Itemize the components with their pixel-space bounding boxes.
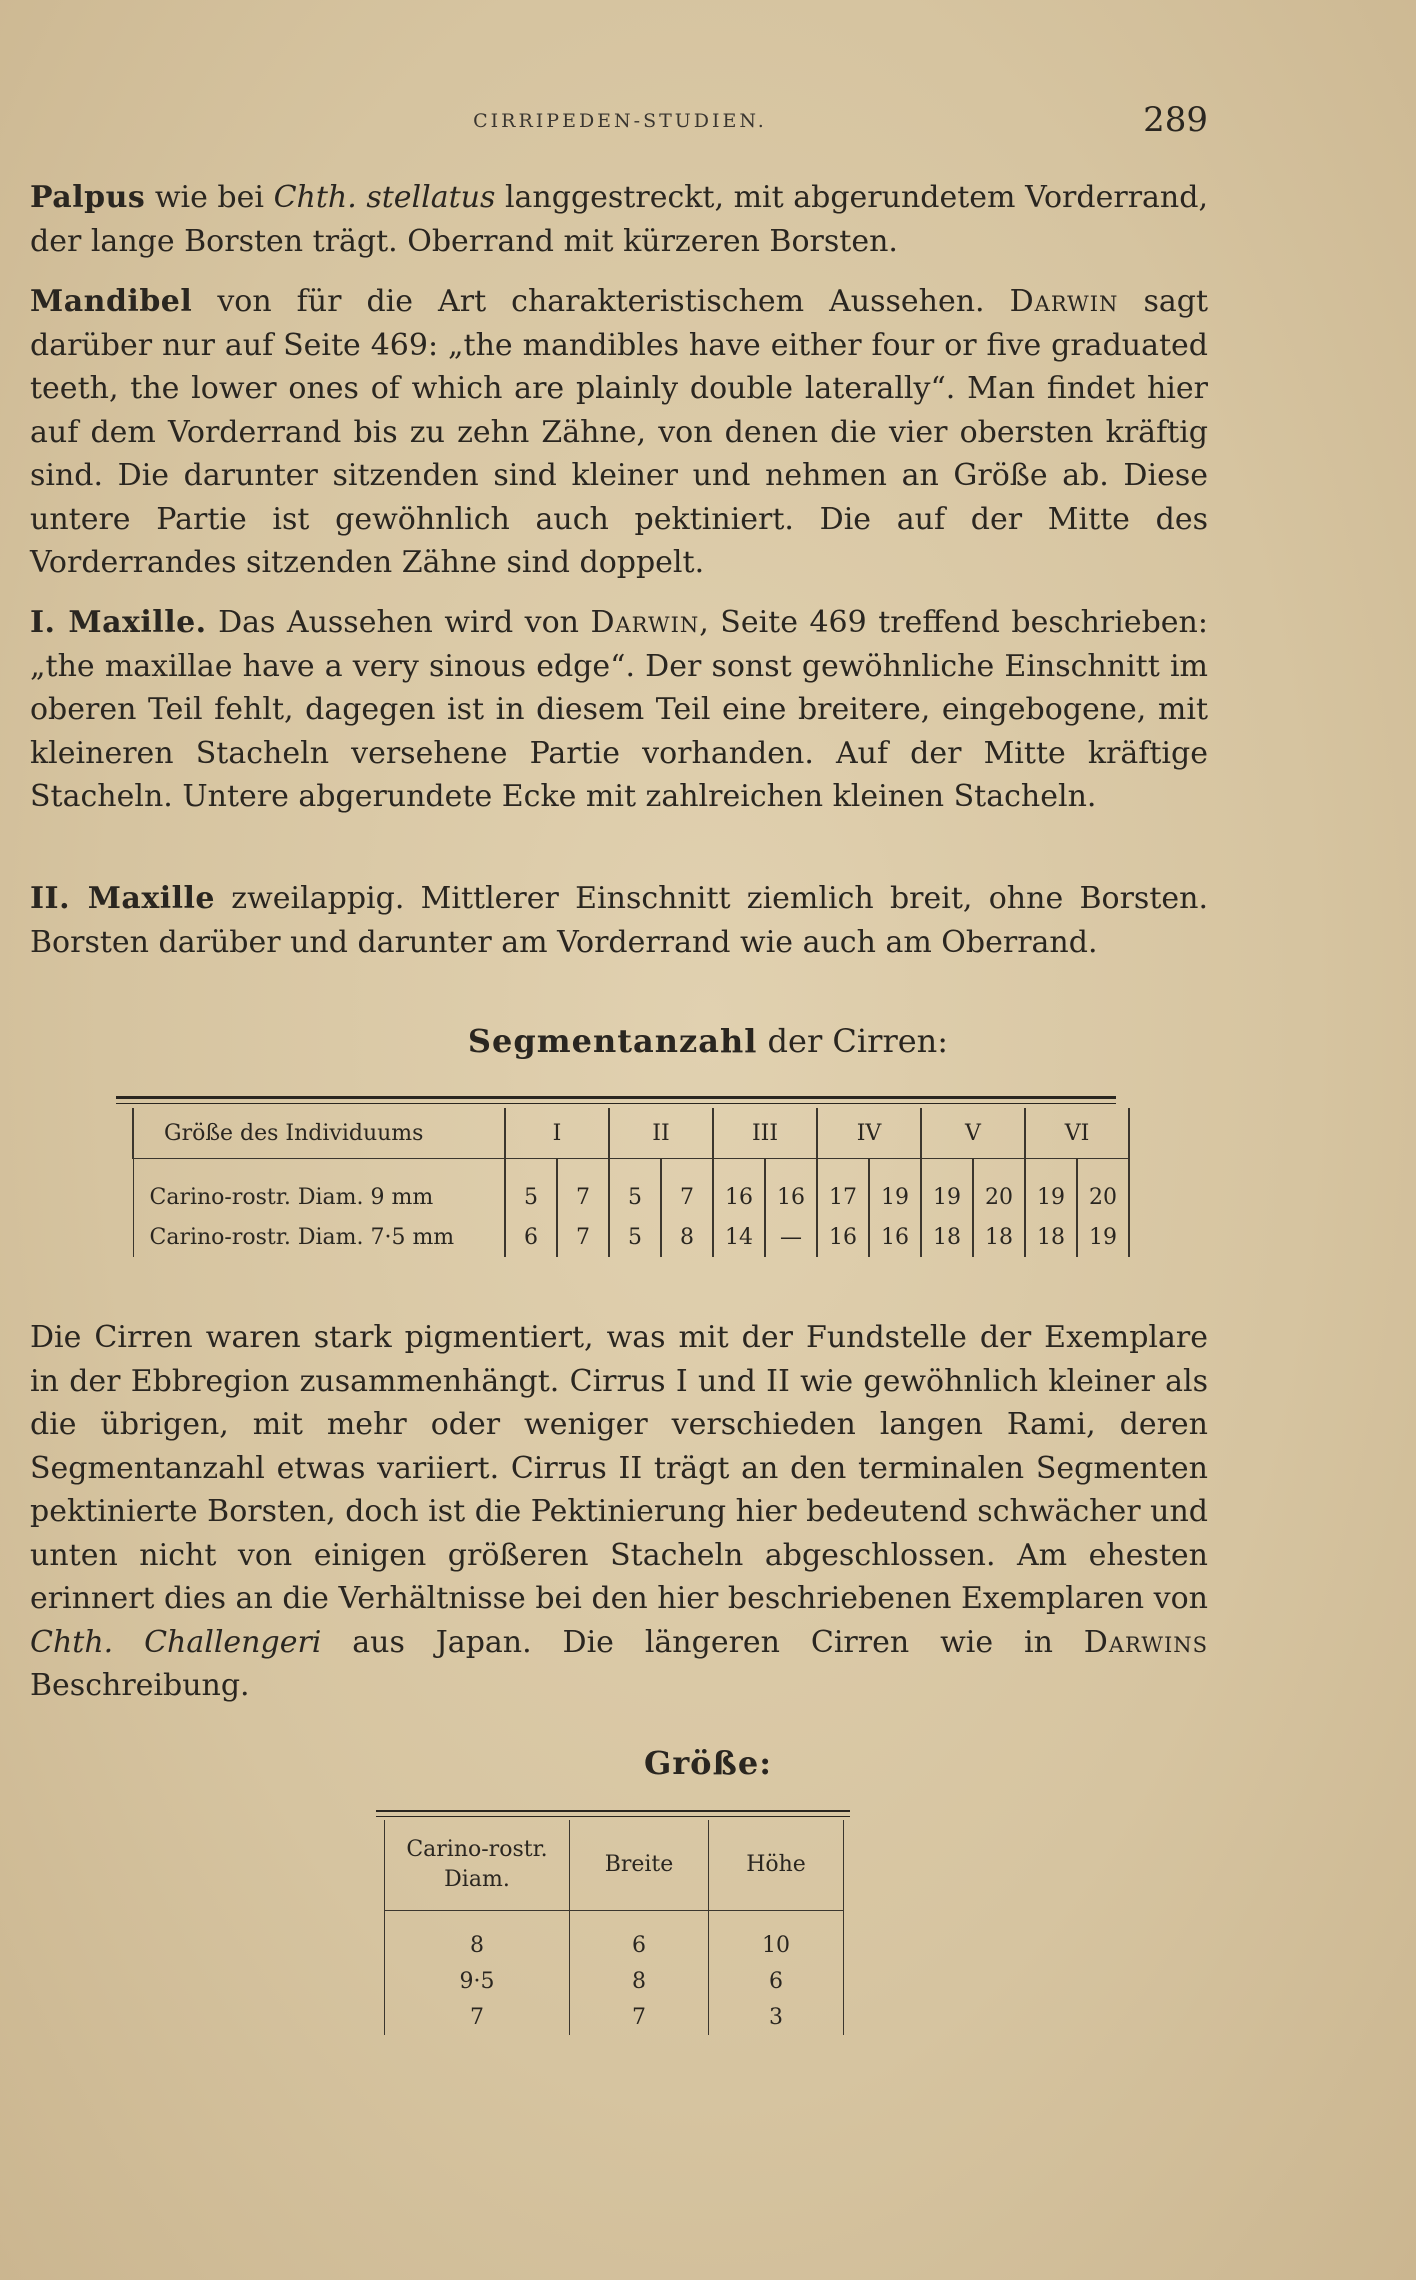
table-cell: 16 bbox=[713, 1177, 765, 1217]
column-header: Höhe bbox=[709, 1820, 844, 1911]
column-header: Größe des Individuums bbox=[133, 1108, 505, 1159]
table-cell: 16 bbox=[869, 1217, 921, 1257]
table-cell: 5 bbox=[505, 1177, 557, 1217]
paragraph-palpus bbox=[30, 176, 1208, 263]
paragraph-text: wie bei bbox=[145, 180, 274, 215]
paragraph-cirren bbox=[30, 1316, 1208, 1708]
table-cell: 18 bbox=[921, 1217, 973, 1257]
author-name: Darwin bbox=[590, 605, 700, 640]
paragraph-text: aus Japan. Die längeren Cirren wie in bbox=[321, 1624, 1084, 1660]
column-header: Carino-rostr. Diam. bbox=[385, 1820, 570, 1911]
paragraph-text: sagt darüber nur auf Seite 469: „the mandibles have either four or five graduated teeth, the lower ones of which are plainly double laterally“. Man findet hier auf dem Vorderrand bis zu zehn Zähne, von denen die vier obersten kräftig sind. Die darunter sitzenden sind kleiner und nehmen an Größe ab. Diese untere Partie ist gewöhnlich auch pektiniert. Die auf der Mitte des Vorderrandes sitzenden Zähne sind doppelt. bbox=[30, 284, 1209, 580]
paragraph-lead: Mandibel bbox=[30, 284, 193, 319]
table-cell: 7 bbox=[661, 1177, 713, 1217]
table-cell: 5 bbox=[609, 1217, 661, 1257]
table-cell: 9·5 bbox=[385, 1963, 570, 1999]
column-header: VI bbox=[1025, 1108, 1129, 1159]
table-cell: 10 bbox=[709, 1927, 844, 1963]
segment-heading bbox=[0, 1022, 1416, 1060]
table-cell: 6 bbox=[505, 1217, 557, 1257]
page-number: 289 bbox=[1143, 100, 1208, 140]
paragraph-text: , Seite 469 treffend beschrieben: „the maxillae have a very sinous edge“. Der sonst gewöhnliche Einschnitt im oberen Teil fehlt, dagegen ist in diesem Teil eine breitere, eingebogene, mit kleineren Stacheln versehene Partie vorhanden. Auf der Mitte kräftige Stacheln. Untere abgerundete Ecke mit zahlreichen kleinen Stacheln. bbox=[30, 605, 1208, 814]
size-table bbox=[384, 1820, 844, 2035]
table-cell: — bbox=[765, 1217, 817, 1257]
author-name: Darwins bbox=[1083, 1624, 1209, 1660]
column-header: IV bbox=[817, 1108, 921, 1159]
table-cell: 20 bbox=[973, 1177, 1025, 1217]
segment-table bbox=[132, 1108, 1130, 1257]
paragraph-maxille-2 bbox=[30, 877, 1208, 964]
paragraph-lead: II. Maxille bbox=[30, 881, 216, 916]
table-spacer bbox=[133, 1159, 1129, 1178]
table-cell: 7 bbox=[570, 1999, 709, 2035]
table-cell: 7 bbox=[385, 1999, 570, 2035]
table-cell: 7 bbox=[557, 1217, 609, 1257]
paragraph-lead: Palpus bbox=[30, 180, 146, 215]
table-cell: 6 bbox=[709, 1963, 844, 1999]
table-cell: 19 bbox=[1077, 1217, 1129, 1257]
table-cell: 18 bbox=[1025, 1217, 1077, 1257]
table-row bbox=[385, 1999, 844, 2035]
table-rule bbox=[376, 1810, 850, 1812]
table-cell: 19 bbox=[869, 1177, 921, 1217]
paragraph-lead: I. Maxille. bbox=[30, 605, 207, 640]
column-header: V bbox=[921, 1108, 1025, 1159]
heading-bold: Größe: bbox=[643, 1744, 772, 1782]
species-name: Chth. Challengeri bbox=[30, 1624, 322, 1660]
paragraph-maxille-1 bbox=[30, 601, 1208, 819]
table-spacer bbox=[385, 1911, 844, 1928]
table-cell: 20 bbox=[1077, 1177, 1129, 1217]
table-header-row bbox=[133, 1108, 1129, 1159]
table-cell: 3 bbox=[709, 1999, 844, 2035]
size-heading bbox=[0, 1744, 1416, 1782]
paragraph-text: Das Aussehen wird von bbox=[206, 605, 591, 640]
table-cell: 16 bbox=[765, 1177, 817, 1217]
running-title: CIRRIPEDEN-STUDIEN. bbox=[473, 110, 767, 132]
column-header: I bbox=[505, 1108, 609, 1159]
author-name: Darwin bbox=[1009, 284, 1119, 319]
row-label: Carino-rostr. Diam. 7·5 mm bbox=[133, 1217, 505, 1257]
paragraph-text: Beschreibung. bbox=[30, 1668, 250, 1703]
table-row bbox=[385, 1927, 844, 1963]
paragraph-text: zweilappig. Mittlerer Einschnitt ziemlich breit, ohne Borsten. Borsten darüber und darunter am Vorderrand wie auch am Oberrand. bbox=[30, 881, 1208, 960]
row-label: Carino-rostr. Diam. 9 mm bbox=[133, 1177, 505, 1217]
paragraph-mandibel bbox=[30, 280, 1208, 585]
table-cell: 14 bbox=[713, 1217, 765, 1257]
table-row bbox=[133, 1177, 1129, 1217]
table-cell: 18 bbox=[973, 1217, 1025, 1257]
column-header: III bbox=[713, 1108, 817, 1159]
paragraph-text: von für die Art charakteristischem Aussehen. bbox=[192, 284, 1010, 319]
species-name: Chth. stellatus bbox=[273, 180, 496, 215]
column-header: Breite bbox=[570, 1820, 709, 1911]
table-cell: 8 bbox=[570, 1963, 709, 1999]
paragraph-text: langgestreckt, mit abgerundetem Vorderrand, der lange Borsten trägt. Oberrand mit kürzeren Borsten. bbox=[30, 180, 1208, 259]
table-header-row bbox=[385, 1820, 844, 1911]
table-cell: 6 bbox=[570, 1927, 709, 1963]
table-row bbox=[133, 1217, 1129, 1257]
table-cell: 8 bbox=[661, 1217, 713, 1257]
table-rule bbox=[376, 1816, 850, 1817]
running-head bbox=[32, 100, 1208, 140]
table-cell: 19 bbox=[1025, 1177, 1077, 1217]
heading-rest: der Cirren: bbox=[757, 1022, 949, 1060]
column-header: II bbox=[609, 1108, 713, 1159]
table-cell: 8 bbox=[385, 1927, 570, 1963]
table-cell: 19 bbox=[921, 1177, 973, 1217]
table-row bbox=[385, 1963, 844, 1999]
table-rule bbox=[116, 1103, 1116, 1104]
table-rule bbox=[116, 1096, 1116, 1099]
table-cell: 5 bbox=[609, 1177, 661, 1217]
paragraph-text: Die Cirren waren stark pigmentiert, was mit der Fundstelle der Exemplare in der Ebbregion zusammenhängt. Cirrus I und II wie gewöhnlich kleiner als die übrigen, mit mehr oder weniger verschieden langen Rami, deren Segmentanzahl etwas variiert. Cirrus II trägt an den terminalen Segmenten pektinierte Borsten, doch ist die Pektinierung hier bedeutend schwächer und unten nicht von einigen größeren Stacheln abgeschlossen. Am ehesten erinnert dies an die Verhältnisse bei den hier beschriebenen Exemplaren von bbox=[30, 1320, 1208, 1616]
heading-bold: Segmentanzahl bbox=[467, 1022, 758, 1060]
table-cell: 7 bbox=[557, 1177, 609, 1217]
table-cell: 17 bbox=[817, 1177, 869, 1217]
table-cell: 16 bbox=[817, 1217, 869, 1257]
